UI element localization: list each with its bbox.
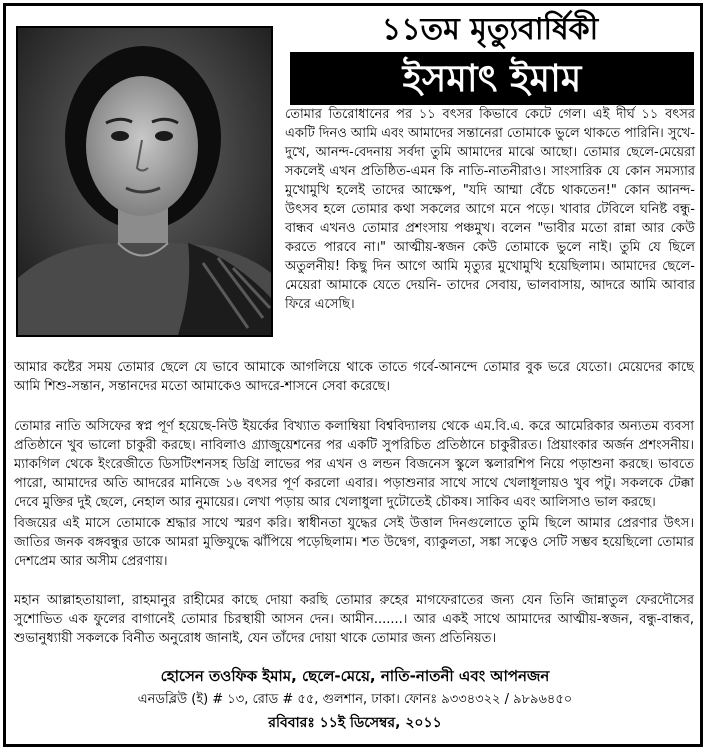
anniversary-title: ১১তম মৃত্যুবার্ষিকী — [381, 12, 599, 47]
body-paragraph-3: তোমার নাতি অসিফের স্বপ্ন পূর্ণ হয়েছে-নিউ ইয়র্কের বিখ্যাত কলাম্বিয়া বিশ্ববিদ্যালয় থেকে এম.বি.এ. করে আমেরিকার অন্যতম ব্যবসা প্রতিষ্ঠানে খুব ভালো চাকুরী করছে। নাবিলাও গ্র্যাজুয়েশনের পর একটি সুপরিচিত প্রতিষ্ঠানে চাকুরীরত। প্রিয়াংকার অর্জন প্রশংসনীয়। ম্যাকগিল থেকে ইংরেজীতে ডিসটিংশনসহ ডিগ্রি লাভের পর এখন ও লন্ডন বিজনেস স্কুলে স্কলারশিপ নিয়ে পড়াশুনা করছে। ভাবতে পারো, আমাদের অতি আদরের মানিজে ১৬ বৎসর পূর্ণ করলো এবার। পড়াশুনার সাথে সাথে খেলাধূলায়ও খুব পটু। সকলকে টেক্কা দেবে মুক্তির দুই ছেলে, নেহাল আর নুমায়ের। লেখা পড়ায় আর খেলাধুলা দুটোতেই চৌকষ। সাকিব এবং আলিসাও ভাল করছে। — [14, 419, 694, 510]
name-banner: ইসমাৎ ইমাম — [290, 52, 694, 105]
body-paragraph-2: আমার কষ্টের সময় তোমার ছেলে যে ভাবে আমাকে আগলিয়ে থাকে তাতে গর্বে-আনন্দে তোমার বুক ভরে যেতো। মেয়েদের কাছে আমি শিশু-সন্তান, সন্তানদের মতো আমাকেও আদরে-শাসনে সেবা করেছে। — [14, 360, 694, 394]
signature-address: এনডব্লিউ (ই) # ১৩, রোড # ৫৫, গুলশান, ঢাকা। ফোনঃ ৯৩৩৪৩২২ / ৯৮৯৬৪৫০ — [137, 692, 573, 707]
body-paragraph-5: মহান আল্লাহতায়ালা, রাহমানুর রাহীমের কাছে দোয়া করছি তোমার রুহের মাগফেরাতের জন্য যেন তিনি জান্নাতুল ফেরদৌসের সুশোভিত এক ফুলের বাগানেই তোমার চিরস্থায়ী আসন দেন। আমীন.......। আর একই সাথে আমাদের আত্মীয়-স্বজন, বন্ধু-বান্ধব, শুভানুধ্যায়ী সকলকে বিনীত অনুরোধ জানাই, যেন তাঁদের দোয়া থাকে তোমার জন্য প্রতিনিয়ত। — [14, 593, 694, 646]
body-paragraph-1: তোমার তিরোধানের পর ১১ বৎসর কিভাবে কেটে গেল। এই দীর্ঘ ১১ বৎসর একটি দিনও আমি এবং আমাদের সন্তানেরা তোমাকে ভুলে থাকতে পারিনি। সুখে-দুখে, আনন্দ-বেদনায় সর্বদা তুমি আমাদের মাঝে আছো। তোমার ছেলে-মেয়েরা সকলেই এখন প্রতিষ্ঠিত-এমন কি নাতি-নাতনীরাও। সাংসারিক যে কোন সমস্যার মুখোমুখি হলেই তাদের আক্ষেপ, "যদি আম্মা বেঁচে থাকতেন!" কোন আনন্দ-উৎসব হলে তোমার কথা সকলের আগে মনে পড়ে। খাবার টেবিলে ঘনিষ্ট বন্ধু-বান্ধব এখনও তোমার প্রশংসায় পঞ্চমুখ। বলেন "ভাবীর মতো রান্না আর কেউ করতে পারবে না।" আত্মীয়-স্বজন কেউ তোমাকে ভুলে নাই। তুমি যে ছিলে অতুলনীয়! কিছু দিন আগে আমি মৃত্যুর মুখোমুখি হয়েছিলাম। আমাদের ছেলে-মেয়েরা আমাকে যেতে দেয়নি- তাদের সেবায়, ভালবাসায়, আদরে আমি আবার ফিরে এসেছি। — [285, 107, 695, 312]
signature-date: রবিবারঃ ১১ই ডিসেম্বর, ২০১১ — [268, 715, 442, 731]
portrait-image — [18, 28, 271, 335]
portrait-photo — [16, 26, 273, 337]
body-paragraph-4: বিজয়ের এই মাসে তোমাকে শ্রদ্ধার সাথে স্মরণ করি। স্বাধীনতা যুদ্ধের সেই উত্তাল দিনগুলোতে তুমি ছিলে আমার প্রেরণার উৎস। জাতির জনক বঙ্গবন্ধুর ডাকে আমরা মুক্তিযুদ্ধে ঝাঁপিয়ে পড়েছিলাম। শত উদ্বেগ, ব্যাকুলতা, সঙ্কা সত্বেও সেটি সম্ভব হয়েছিলো তোমার দেশপ্রেম আর অসীম প্রেরণায়। — [14, 516, 694, 569]
signature-name: হোসেন তওফিক ইমাম, ছেলে-মেয়ে, নাতি-নাতনী এবং আপনজন — [160, 667, 550, 685]
